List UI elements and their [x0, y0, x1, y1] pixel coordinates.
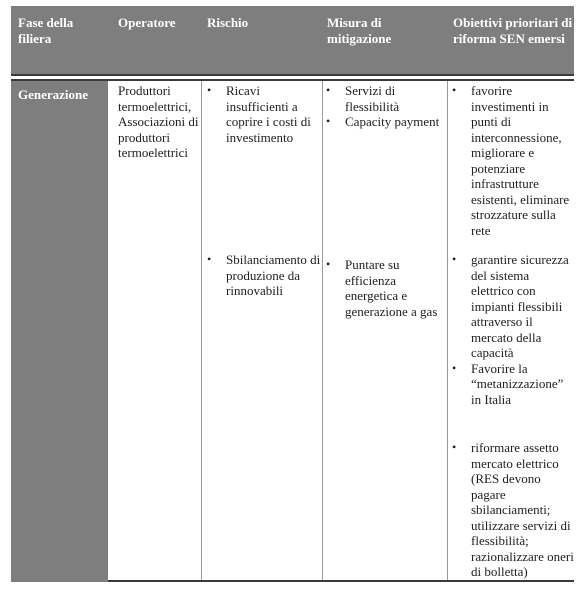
mitigation-text: Servizi di flessibilità: [345, 83, 400, 114]
header-risk: Rischio: [207, 15, 249, 30]
objective-text: riformare assetto mercato elettrico (RES devono pagare sbilanciamenti; utilizzare servizi di flessibilità; razionalizzare oneri di bolletta): [471, 440, 574, 579]
mitigation-list-1: [324, 83, 446, 130]
bullet-icon: •: [452, 440, 457, 454]
table-header: [11, 6, 574, 74]
header-divider: [11, 74, 574, 81]
bullet-icon: •: [207, 83, 212, 97]
list-item: [324, 114, 446, 130]
header-phase: Fase della filiera: [18, 15, 74, 46]
phase-generation: Generazione: [18, 87, 89, 102]
bullet-icon: •: [452, 360, 457, 375]
risk-list-2: [205, 252, 321, 299]
bullet-icon: •: [452, 252, 457, 266]
bullet-icon: •: [452, 83, 457, 97]
objectives-list-3: [450, 440, 574, 580]
objectives-list-2: [450, 252, 574, 407]
mitigation-list-2: [324, 257, 446, 319]
objectives-list-1: [450, 83, 574, 238]
mitigation-text: Capacity payment: [345, 114, 440, 129]
column-divider: [447, 81, 448, 582]
list-item: [450, 440, 574, 580]
list-item: [205, 83, 321, 145]
objective-text: garantire sicurezza del sistema elettrico con impianti flessibili attraverso il mercato della capacità: [471, 252, 569, 360]
risk-text: Ricavi insufficienti a coprire i costi di investimento: [226, 83, 311, 145]
objective-text: Favorire la “metanizzazione” in Italia: [471, 360, 564, 407]
column-divider: [322, 81, 323, 582]
operator-cell: Produttori termoelettrici, Associazioni di produttori termoelettrici: [118, 83, 199, 160]
bullet-icon: •: [326, 114, 331, 128]
header-objectives: Obiettivi prioritari di riforma SEN emersi: [453, 15, 573, 46]
list-item: [324, 83, 446, 114]
risk-text: Sbilanciamento di produzione da rinnovabili: [226, 252, 321, 298]
risk-table: [11, 6, 574, 582]
list-item: [205, 252, 321, 299]
bullet-icon: •: [207, 252, 212, 266]
list-item: [324, 257, 446, 319]
header-operator: Operatore: [118, 15, 176, 30]
bullet-icon: •: [326, 257, 331, 271]
table-bottom-rule: [108, 580, 574, 582]
objective-text: favorire investimenti in punti di interconnessione, migliorare e potenziare infrastrutture esistenti, eliminare strozzature sulla rete: [471, 83, 570, 238]
mitigation-text: Puntare su efficienza energetica e generazione a gas: [345, 257, 438, 319]
bullet-icon: •: [326, 83, 331, 97]
header-mitigation: Misura di mitigazione: [327, 15, 392, 46]
column-divider: [201, 81, 202, 582]
risk-list-1: [205, 83, 321, 145]
phase-column: [11, 81, 108, 582]
list-item: [450, 252, 574, 361]
list-item: [450, 361, 574, 408]
list-item: [450, 83, 574, 238]
